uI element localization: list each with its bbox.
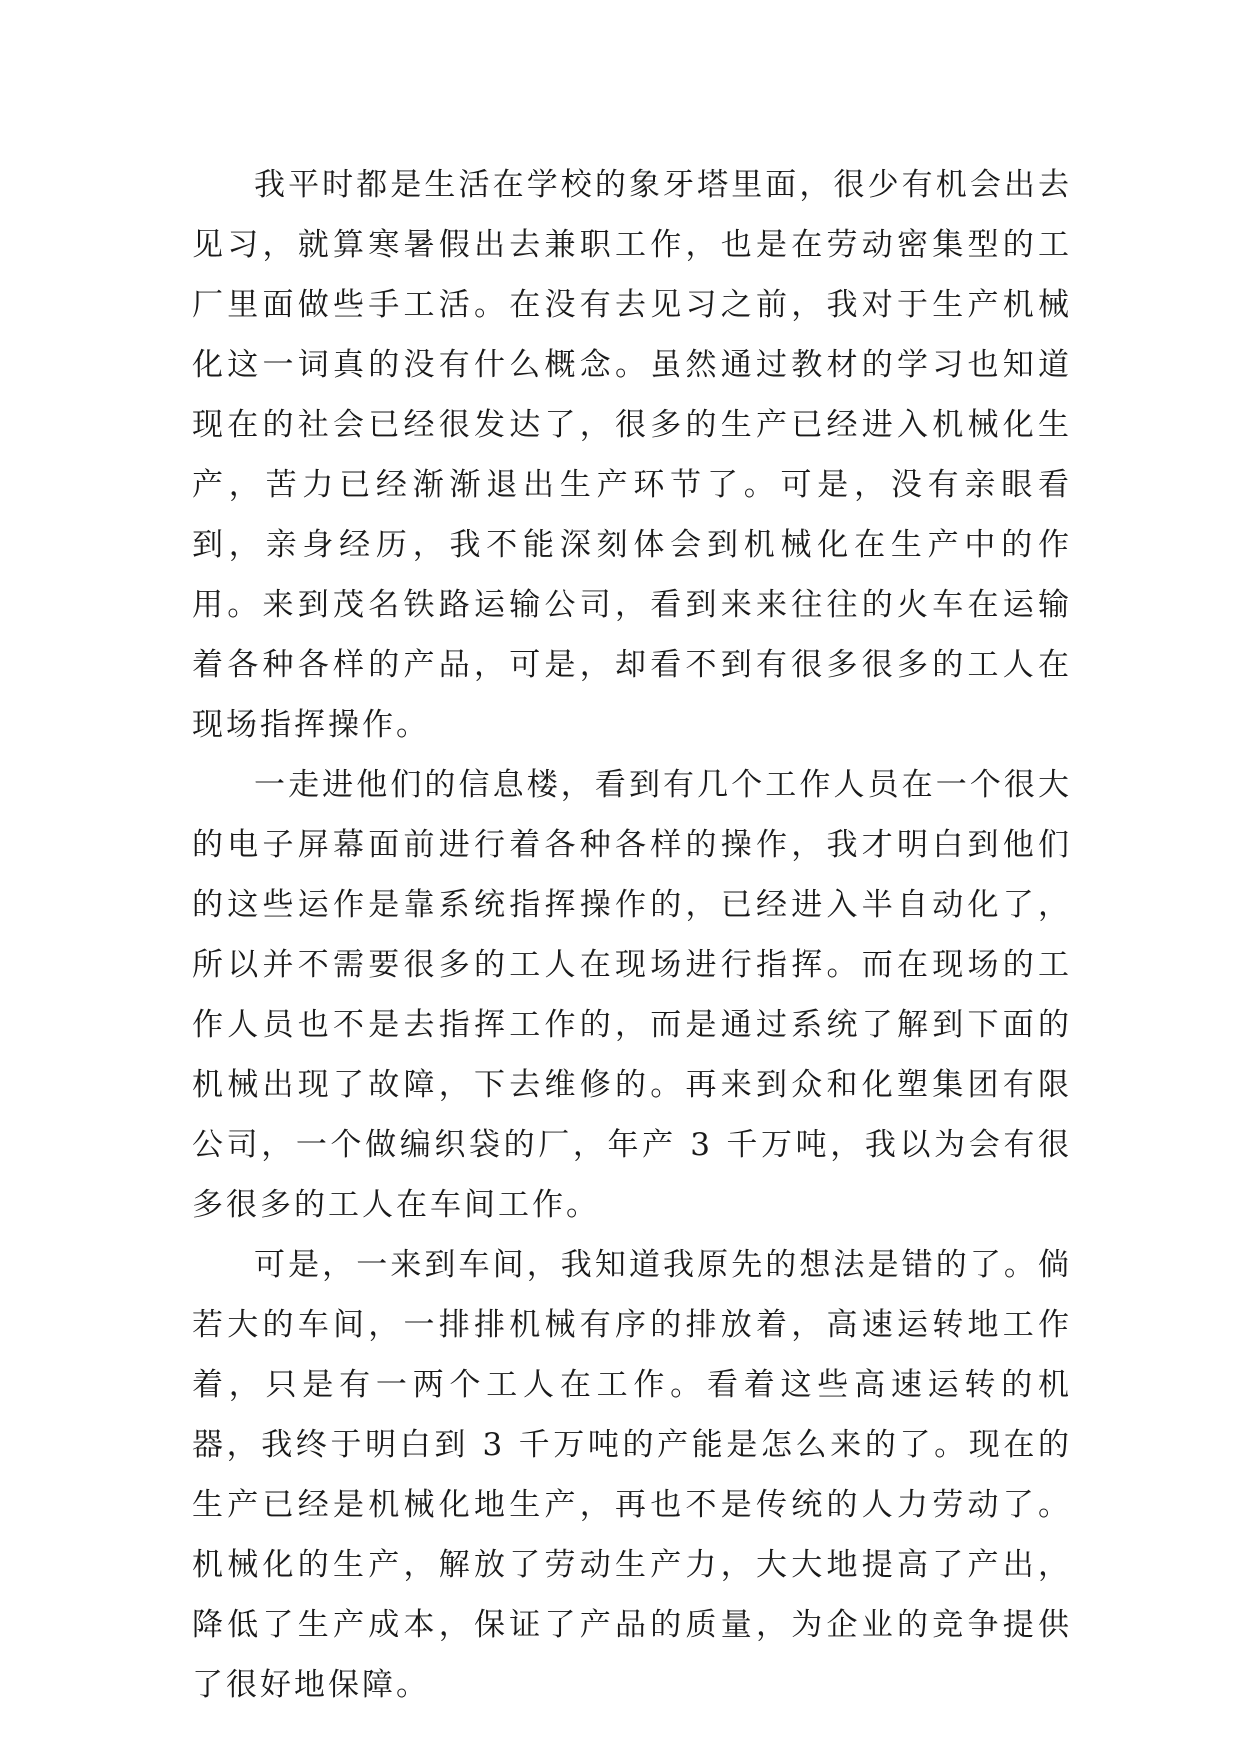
paragraph-3: 可是，一来到车间，我知道我原先的想法是错的了。倘若大的车间，一排排机械有序的排放着，高速运转地工作着，只是有一两个工人在工作。看着这些高速运转的机器，我终于明白到 3 千万吨的产能是怎么来的了。现在的生产已经是机械化地生产，再也不是传统的人力劳动了。机械化的生产，解放了劳动生产力，大大地提高了产出，降低了生产成本，保证了产品的质量，为企业的竞争提供了很好地保障。 <box>192 1247 1072 1703</box>
document-body <box>192 155 1072 1715</box>
paragraph-2: 一走进他们的信息楼，看到有几个工作人员在一个很大的电子屏幕面前进行着各种各样的操作，我才明白到他们的这些运作是靠系统指挥操作的，已经进入半自动化了，所以并不需要很多的工人在现场进行指挥。而在现场的工作人员也不是去指挥工作的，而是通过系统了解到下面的机械出现了故障，下去维修的。再来到众和化塑集团有限公司，一个做编织袋的厂，年产 3 千万吨，我以为会有很多很多的工人在车间工作。 <box>192 767 1072 1223</box>
paragraph-1: 我平时都是生活在学校的象牙塔里面，很少有机会出去见习，就算寒暑假出去兼职工作，也是在劳动密集型的工厂里面做些手工活。在没有去见习之前，我对于生产机械化这一词真的没有什么概念。虽然通过教材的学习也知道现在的社会已经很发达了，很多的生产已经进入机械化生产，苦力已经渐渐退出生产环节了。可是，没有亲眼看到，亲身经历，我不能深刻体会到机械化在生产中的作用。来到茂名铁路运输公司，看到来来往往的火车在运输着各种各样的产品，可是，却看不到有很多很多的工人在现场指挥操作。 <box>192 167 1072 743</box>
